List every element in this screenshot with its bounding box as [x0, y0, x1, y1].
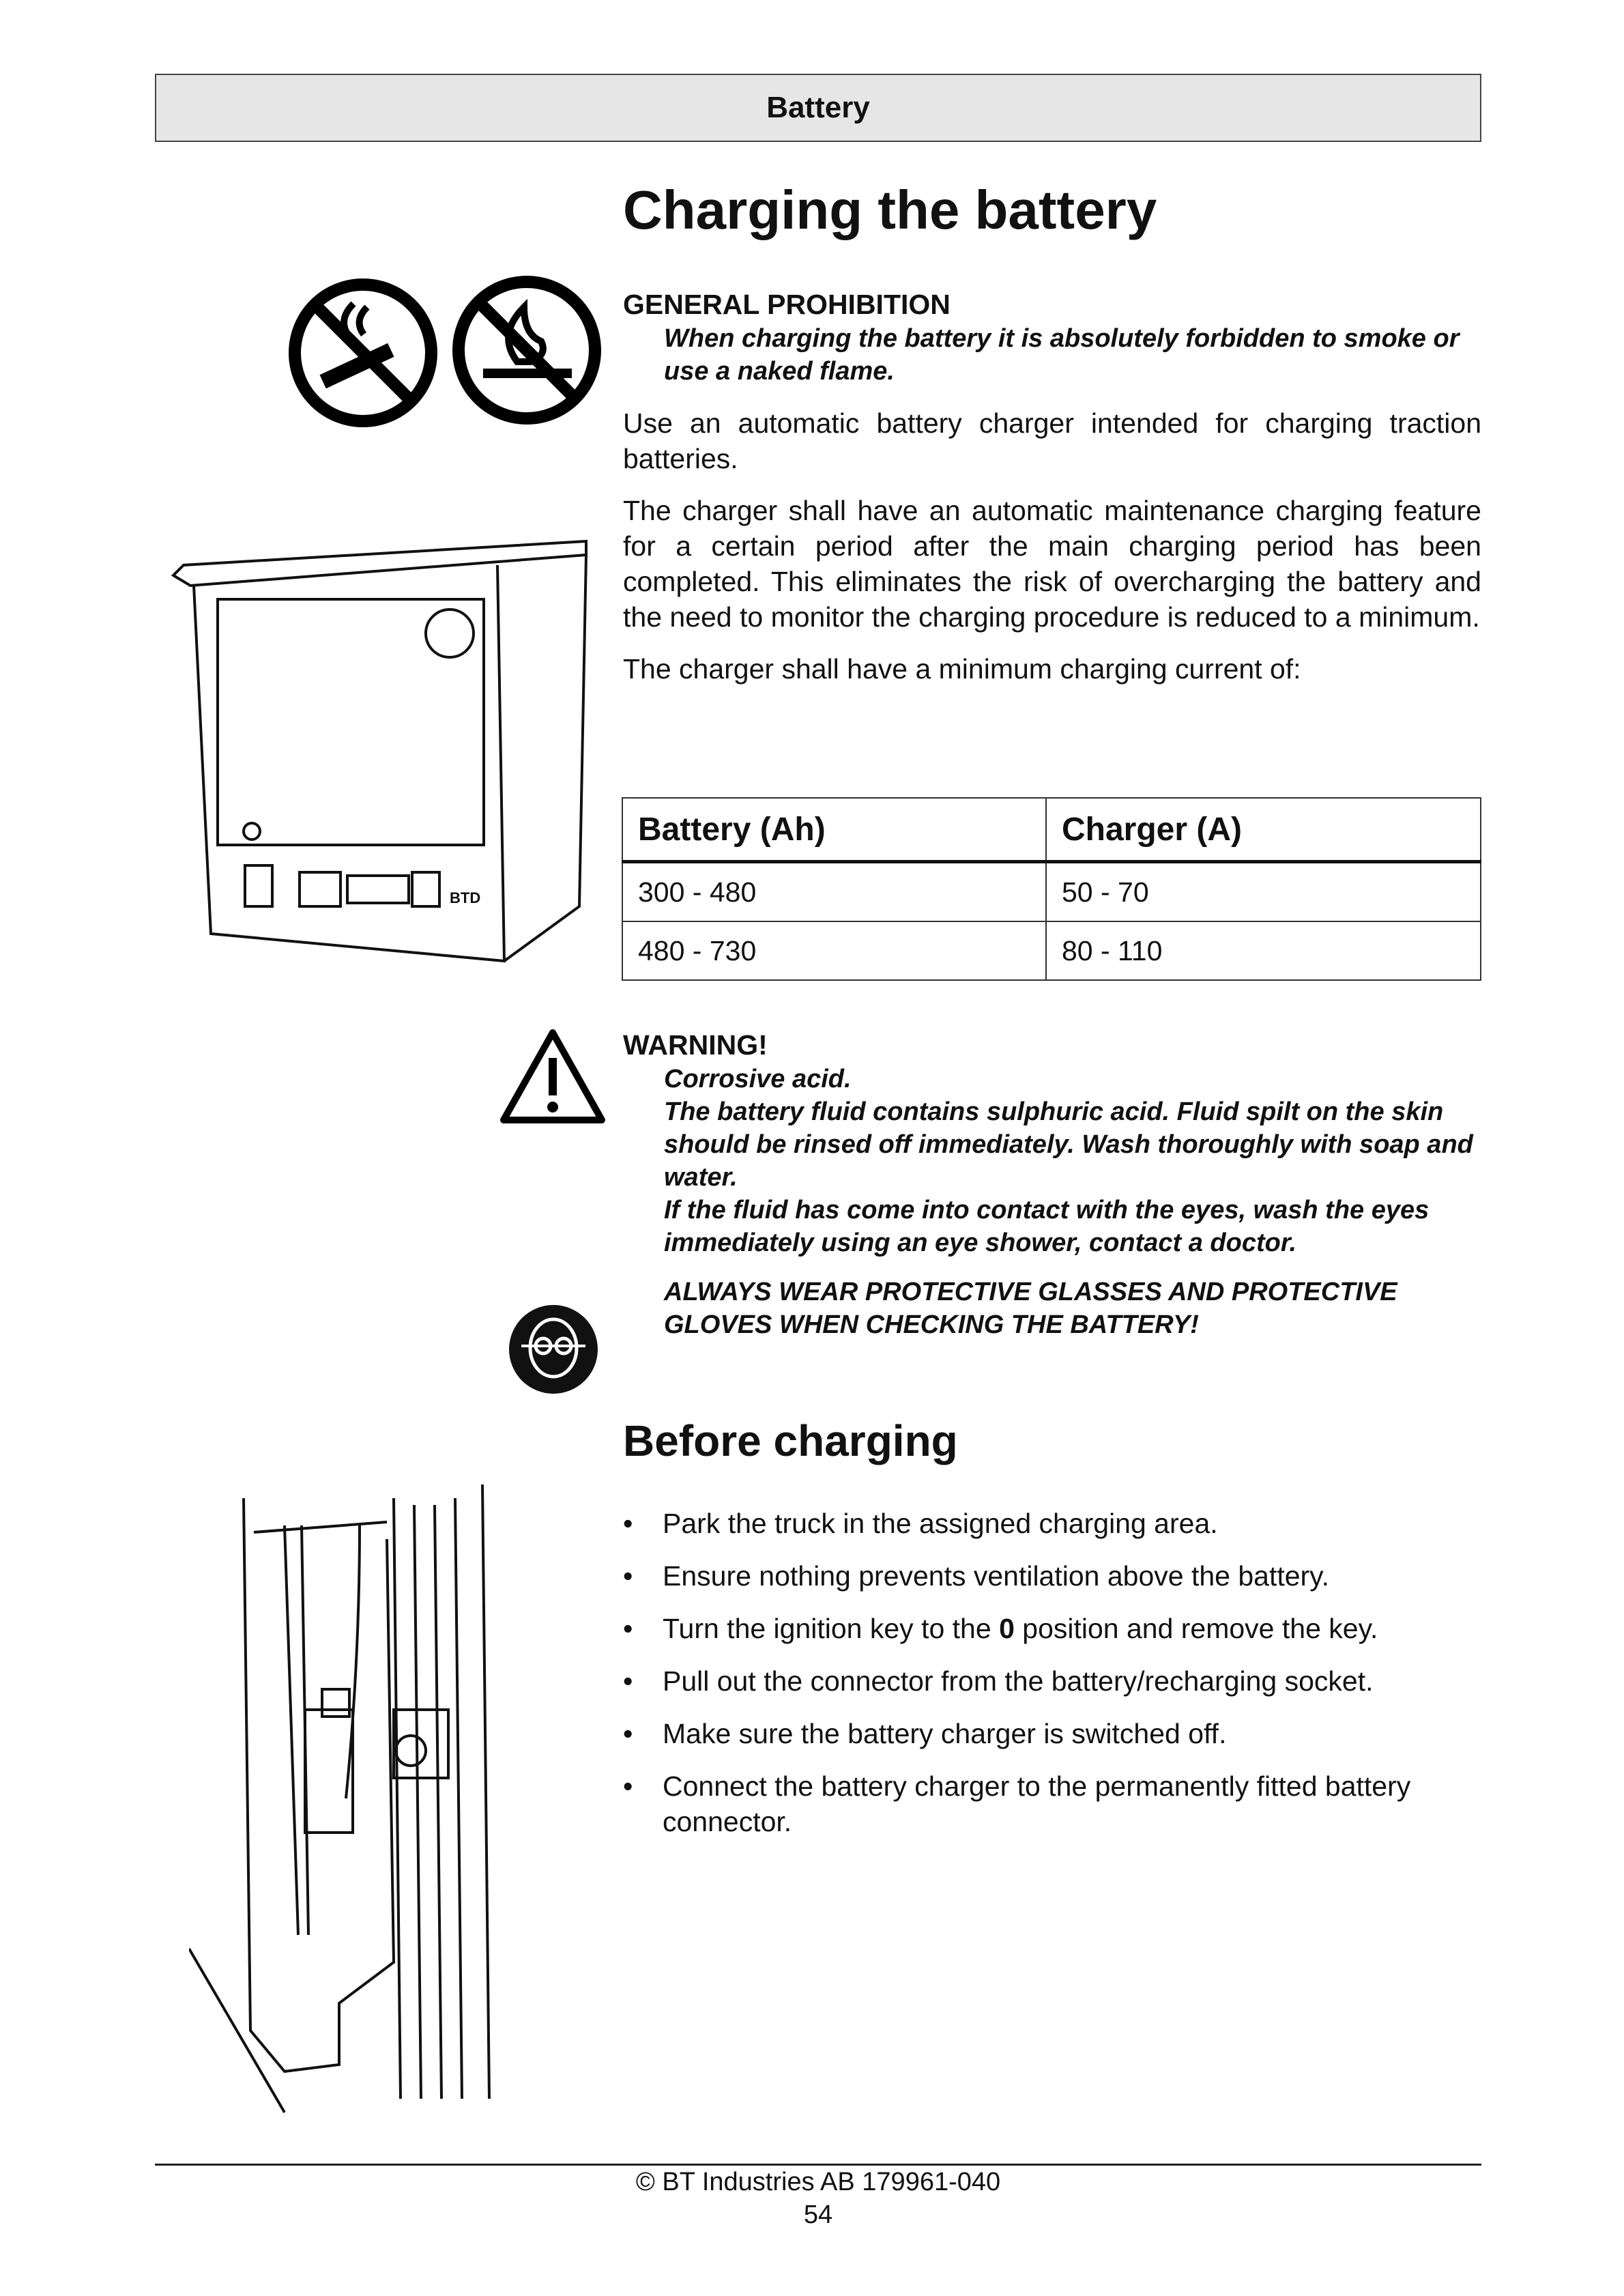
list-item	[623, 1506, 1481, 1541]
column-header: Charger (A)	[1046, 798, 1481, 862]
section-header	[155, 74, 1481, 142]
list-item-text: Make sure the battery charger is switched off.	[663, 1718, 1227, 1749]
before-charging-list	[623, 1506, 1481, 1856]
bullet: •	[623, 1508, 633, 1539]
list-item-text: Turn the ignition key to the	[663, 1613, 991, 1644]
no-smoking-icon	[295, 285, 431, 421]
table-cell: 50 - 70	[1046, 862, 1481, 922]
bullet: •	[623, 1718, 633, 1749]
warning-label: WARNING!	[623, 1029, 768, 1061]
warning-block	[623, 1027, 1481, 1341]
list-item-text: Park the truck in the assigned charging area.	[663, 1508, 1218, 1539]
prohibition-label: GENERAL PROHIBITION	[623, 289, 951, 320]
section-title: Battery	[766, 91, 870, 124]
before-charging-heading: Before charging	[623, 1416, 958, 1465]
paragraph: Use an automatic battery charger intended for charging traction batteries.	[623, 407, 1481, 474]
charging-current-table	[622, 797, 1481, 981]
bullet: •	[623, 1770, 633, 1802]
list-item	[623, 1558, 1481, 1594]
table-cell: 300 - 480	[622, 862, 1046, 922]
list-item	[623, 1611, 1481, 1646]
table-row	[622, 921, 1481, 980]
list-item-text: Ensure nothing prevents ventilation above the battery.	[663, 1560, 1330, 1592]
ppe-instruction: ALWAYS WEAR PROTECTIVE GLASSES AND PROTECTIVE GLOVES WHEN CHECKING THE BATTERY!	[664, 1278, 1397, 1339]
wear-protective-glasses-icon	[508, 1304, 599, 1395]
charger-brand-label: BTD	[450, 889, 481, 906]
no-naked-flame-icon	[459, 282, 595, 418]
bullet: •	[623, 1560, 633, 1592]
bullet: •	[623, 1665, 633, 1697]
list-item	[623, 1663, 1481, 1699]
list-item	[623, 1768, 1481, 1839]
general-prohibition	[623, 287, 1481, 687]
paragraph: The charger shall have an automatic maintenance charging feature for a certain period after the main charging period has been completed. This eliminates the risk of overcharging the battery and the need to monitor the charging procedure is reduced to a minimum.	[623, 495, 1481, 633]
list-item-text: Connect the battery charger to the permanently fitted battery connector.	[663, 1770, 1411, 1837]
bullet: •	[623, 1613, 633, 1644]
warning-triangle-icon	[499, 1027, 606, 1124]
footer-divider	[155, 2164, 1481, 2166]
table-cell: 480 - 730	[622, 921, 1046, 980]
column-header: Battery (Ah)	[622, 798, 1046, 862]
table-header-row	[622, 798, 1481, 862]
list-item-text: position and remove the key.	[1014, 1613, 1378, 1644]
battery-connector-illustration	[189, 1484, 607, 2119]
no-smoking-no-flame-icons	[285, 273, 606, 437]
footer-copyright: © BT Industries AB 179961-040	[635, 2168, 1001, 2196]
paragraph: The charger shall have a minimum charging current of:	[623, 653, 1301, 685]
table-cell: 80 - 110	[1046, 921, 1481, 980]
list-item	[623, 1716, 1481, 1751]
page-number: 54	[803, 2200, 833, 2229]
key-position: 0	[999, 1613, 1015, 1644]
page-title: Charging the battery	[623, 180, 1157, 240]
prohibition-text: When charging the battery it is absolutely forbidden to smoke or use a naked flame.	[664, 324, 1460, 386]
warning-line: Corrosive acid.	[664, 1065, 852, 1093]
table-row	[622, 862, 1481, 922]
battery-charger-illustration	[170, 524, 593, 968]
warning-line: The battery fluid contains sulphuric acid. Fluid spilt on the skin should be rinsed off immediately. Wash thoroughly with soap and water.	[664, 1097, 1473, 1192]
list-item-text: Pull out the connector from the battery/recharging socket.	[663, 1665, 1374, 1697]
warning-line: If the fluid has come into contact with the eyes, wash the eyes immediately using an eye shower, contact a doctor.	[664, 1196, 1430, 1257]
